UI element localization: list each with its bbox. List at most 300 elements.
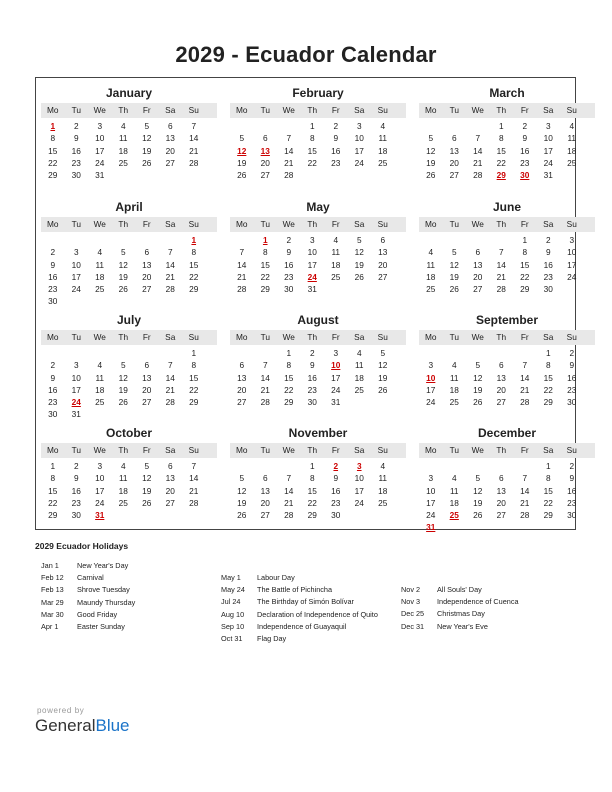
week-row (230, 396, 406, 408)
calendar-grid (35, 77, 577, 533)
holiday-date: May 24 (221, 585, 245, 595)
empty-cell (112, 295, 136, 307)
month-name: August (297, 313, 339, 327)
empty-cell (88, 347, 112, 359)
day-cell: 26 (354, 271, 364, 282)
weekday-label: Sa (354, 105, 365, 115)
day-cell: 7 (167, 247, 173, 258)
weekday-label: Mo (424, 105, 437, 115)
week-row (230, 246, 406, 258)
day-cell: 2 (333, 461, 339, 471)
day-cell: 15 (543, 372, 553, 383)
empty-cell (371, 169, 395, 181)
weekday-label: We (282, 105, 295, 115)
day-cell: 16 (71, 145, 81, 156)
day-cell: 21 (189, 485, 199, 496)
day-cell: 12 (354, 247, 364, 258)
day-cell: 10 (567, 247, 577, 258)
day-cell: 18 (118, 145, 128, 156)
day-cell: 21 (237, 271, 247, 282)
day-cell: 7 (286, 133, 292, 144)
day-cell: 24 (71, 397, 81, 408)
weekday-header (230, 330, 406, 345)
day-cell: 25 (118, 157, 128, 168)
day-cell: 13 (260, 485, 270, 496)
holiday-name: Independence of Cuenca (437, 597, 519, 607)
weekday-label: Tu (71, 332, 81, 342)
empty-cell (348, 283, 372, 295)
month-name: January (105, 86, 153, 100)
holiday-column (221, 572, 378, 645)
empty-cell (65, 295, 89, 307)
day-cell: 6 (144, 360, 150, 371)
month-name: June (492, 200, 521, 214)
day-cell: 14 (189, 473, 199, 484)
day-cell: 17 (354, 145, 364, 156)
weekday-label: We (282, 445, 295, 455)
day-cell: 11 (95, 259, 105, 270)
week-row (230, 259, 406, 271)
month-name: April (115, 200, 143, 214)
day-cell: 4 (333, 235, 339, 245)
empty-cell (112, 509, 136, 521)
day-cell: 4 (380, 121, 386, 131)
weekday-header (41, 103, 217, 118)
weekday-label: We (471, 445, 484, 455)
weekday-label: Th (496, 445, 507, 455)
holiday-name: Easter Sunday (77, 621, 125, 631)
day-cell: 19 (473, 384, 483, 395)
day-cell: 28 (237, 284, 247, 295)
day-cell: 2 (569, 461, 575, 471)
week-row (230, 132, 406, 144)
empty-cell (159, 295, 183, 307)
empty-cell (443, 460, 467, 472)
empty-cell (324, 169, 348, 181)
empty-cell (159, 169, 183, 181)
week-row (230, 234, 406, 246)
week-row (41, 408, 217, 420)
empty-cell (88, 295, 112, 307)
day-cell: 23 (331, 157, 341, 168)
day-cell: 14 (473, 145, 483, 156)
day-cell: 22 (284, 384, 294, 395)
day-cell: 18 (567, 145, 577, 156)
day-cell: 13 (142, 259, 152, 270)
day-cell: 18 (378, 145, 388, 156)
day-cell: 6 (144, 247, 150, 258)
day-cell: 7 (475, 133, 481, 144)
holiday-date: Mar 30 (41, 609, 64, 619)
empty-cell (254, 120, 278, 132)
day-grid (41, 460, 217, 521)
day-cell: 3 (356, 461, 362, 471)
day-cell: 16 (567, 485, 577, 496)
empty-cell (135, 234, 159, 246)
day-cell: 9 (569, 360, 575, 371)
day-cell: 1 (50, 121, 56, 131)
day-cell: 16 (307, 372, 317, 383)
weekday-label: We (471, 332, 484, 342)
week-row (41, 132, 217, 144)
holiday-item (221, 609, 378, 621)
day-cell: 2 (50, 360, 56, 371)
day-cell: 26 (473, 397, 483, 408)
day-cell: 10 (354, 133, 364, 144)
holiday-item (401, 621, 519, 633)
day-cell: 29 (520, 284, 530, 295)
weekday-label: We (93, 445, 106, 455)
holiday-date: Mar 29 (41, 597, 64, 607)
day-grid (230, 234, 406, 295)
day-cell: 23 (284, 271, 294, 282)
day-cell: 21 (520, 384, 530, 395)
day-cell: 24 (331, 384, 341, 395)
day-cell: 1 (262, 235, 268, 245)
day-cell: 28 (165, 397, 175, 408)
week-row (230, 497, 406, 509)
empty-cell (466, 521, 490, 533)
weekday-header (41, 217, 217, 232)
powered-by-text: powered by (37, 706, 85, 715)
day-cell: 24 (354, 157, 364, 168)
day-cell: 10 (95, 473, 105, 484)
day-cell: 4 (97, 247, 103, 258)
day-cell: 18 (449, 497, 459, 508)
empty-cell (135, 408, 159, 420)
brand-part1: General (35, 716, 96, 735)
day-cell: 25 (378, 497, 388, 508)
day-cell: 17 (354, 485, 364, 496)
week-row (41, 246, 217, 258)
day-cell: 19 (378, 372, 388, 383)
weekday-header (41, 443, 217, 458)
day-cell: 25 (567, 157, 577, 168)
weekday-label: Su (188, 332, 199, 342)
week-row (419, 132, 595, 144)
holiday-column (41, 560, 135, 633)
day-cell: 30 (284, 284, 294, 295)
holiday-column (401, 584, 519, 633)
day-cell: 14 (165, 372, 175, 383)
empty-cell (65, 234, 89, 246)
day-cell: 20 (260, 157, 270, 168)
day-cell: 29 (543, 510, 553, 521)
day-cell: 8 (545, 473, 551, 484)
day-cell: 14 (284, 145, 294, 156)
month-february (230, 81, 406, 194)
day-cell: 9 (569, 473, 575, 484)
day-cell: 8 (545, 360, 551, 371)
day-cell: 17 (71, 271, 81, 282)
week-row (419, 120, 595, 132)
day-cell: 9 (286, 247, 292, 258)
week-row (419, 145, 595, 157)
empty-cell (254, 347, 278, 359)
day-cell: 4 (356, 348, 362, 358)
day-cell: 20 (165, 485, 175, 496)
day-grid (419, 120, 595, 181)
weekday-label: Su (566, 332, 577, 342)
day-cell: 11 (118, 133, 128, 144)
weekday-label: Fr (331, 219, 340, 229)
day-cell: 4 (120, 461, 126, 471)
day-cell: 12 (378, 360, 388, 371)
holiday-name: The Birthday of Simón Bolívar (257, 597, 354, 607)
day-cell: 29 (189, 284, 199, 295)
day-cell: 31 (307, 284, 317, 295)
weekday-label: Fr (331, 105, 340, 115)
holiday-date: Apr 1 (41, 621, 59, 631)
empty-cell (443, 521, 467, 533)
weekday-label: Tu (260, 445, 270, 455)
weekday-label: Th (496, 105, 507, 115)
holiday-item (401, 596, 519, 608)
day-cell: 15 (307, 485, 317, 496)
day-cell: 28 (520, 510, 530, 521)
month-name: September (475, 313, 539, 327)
week-row (419, 485, 595, 497)
day-cell: 15 (284, 372, 294, 383)
empty-cell (254, 460, 278, 472)
day-cell: 9 (73, 133, 79, 144)
empty-cell (490, 521, 514, 533)
weekday-label: Fr (520, 332, 529, 342)
day-cell: 23 (71, 497, 81, 508)
day-cell: 10 (71, 372, 81, 383)
weekday-label: Tu (449, 105, 459, 115)
day-cell: 29 (543, 397, 553, 408)
empty-cell (513, 347, 537, 359)
day-cell: 17 (95, 485, 105, 496)
day-cell: 8 (50, 133, 56, 144)
day-cell: 25 (331, 271, 341, 282)
week-row (41, 234, 217, 246)
day-cell: 26 (118, 284, 128, 295)
day-cell: 12 (142, 133, 152, 144)
empty-cell (371, 509, 395, 521)
day-cell: 20 (142, 384, 152, 395)
day-cell: 20 (496, 384, 506, 395)
week-row (419, 246, 595, 258)
day-cell: 12 (118, 259, 128, 270)
generalblue-logo[interactable] (35, 716, 130, 736)
day-cell: 8 (309, 133, 315, 144)
weekday-label: Sa (354, 219, 365, 229)
week-row (419, 157, 595, 169)
weekday-label: Th (307, 332, 318, 342)
weekday-label: We (93, 332, 106, 342)
holiday-item (221, 633, 378, 645)
month-june (419, 195, 595, 308)
day-cell: 6 (167, 461, 173, 471)
day-cell: 31 (331, 397, 341, 408)
empty-cell (182, 509, 206, 521)
day-cell: 29 (48, 170, 58, 181)
day-cell: 19 (237, 157, 247, 168)
weekday-header (419, 217, 595, 232)
day-cell: 24 (307, 271, 317, 282)
empty-cell (230, 460, 254, 472)
day-cell: 2 (522, 121, 528, 131)
weekday-label: Sa (543, 105, 554, 115)
week-row (41, 460, 217, 472)
day-cell: 26 (142, 497, 152, 508)
day-cell: 27 (496, 397, 506, 408)
day-cell: 16 (543, 259, 553, 270)
week-row (41, 384, 217, 396)
empty-cell (443, 120, 467, 132)
day-cell: 6 (239, 360, 245, 371)
holiday-item (41, 560, 135, 572)
day-cell: 3 (356, 121, 362, 131)
holiday-name: Shrove Tuesday (77, 585, 130, 595)
holiday-item (41, 572, 135, 584)
day-cell: 4 (451, 360, 457, 371)
day-cell: 17 (543, 145, 553, 156)
weekday-label: Sa (165, 445, 176, 455)
weekday-header (419, 443, 595, 458)
week-row (41, 396, 217, 408)
weekday-label: Mo (235, 105, 248, 115)
weekday-label: Su (188, 445, 199, 455)
day-cell: 27 (142, 284, 152, 295)
day-cell: 27 (449, 170, 459, 181)
month-december (419, 421, 595, 534)
weekday-label: Mo (46, 332, 59, 342)
day-cell: 22 (189, 271, 199, 282)
day-cell: 19 (237, 497, 247, 508)
day-cell: 19 (426, 157, 436, 168)
empty-cell (348, 509, 372, 521)
month-september (419, 308, 595, 421)
day-cell: 21 (473, 157, 483, 168)
day-cell: 19 (142, 485, 152, 496)
holiday-name: Christmas Day (437, 609, 485, 619)
week-row (230, 485, 406, 497)
day-cell: 12 (426, 145, 436, 156)
holidays-title: 2029 Ecuador Holidays (35, 541, 129, 551)
weekday-label: Tu (449, 219, 459, 229)
empty-cell (88, 408, 112, 420)
day-cell: 9 (333, 133, 339, 144)
day-cell: 15 (189, 259, 199, 270)
day-cell: 21 (189, 145, 199, 156)
day-cell: 21 (284, 157, 294, 168)
week-row (41, 295, 217, 307)
day-cell: 23 (307, 384, 317, 395)
day-cell: 7 (286, 473, 292, 484)
weekday-label: Mo (424, 445, 437, 455)
empty-cell (560, 169, 584, 181)
week-row (230, 169, 406, 181)
weekday-label: Sa (165, 219, 176, 229)
day-cell: 24 (567, 271, 577, 282)
day-cell: 16 (567, 372, 577, 383)
day-cell: 13 (142, 372, 152, 383)
day-cell: 12 (473, 372, 483, 383)
weekday-label: Fr (520, 219, 529, 229)
day-cell: 9 (73, 473, 79, 484)
weekday-label: Fr (142, 219, 151, 229)
day-cell: 28 (473, 170, 483, 181)
day-cell: 17 (71, 384, 81, 395)
day-cell: 31 (95, 170, 105, 181)
holiday-date: May 1 (221, 573, 241, 582)
day-cell: 25 (426, 284, 436, 295)
day-cell: 20 (260, 497, 270, 508)
day-cell: 28 (284, 510, 294, 521)
day-cell: 23 (567, 384, 577, 395)
day-cell: 11 (118, 473, 128, 484)
day-cell: 6 (167, 121, 173, 131)
day-cell: 21 (165, 271, 175, 282)
day-cell: 11 (567, 133, 577, 144)
day-cell: 13 (449, 145, 459, 156)
holiday-name: New Year's Day (77, 561, 129, 570)
week-row (419, 234, 595, 246)
weekday-label: We (93, 105, 106, 115)
week-row (419, 372, 595, 384)
day-cell: 22 (48, 157, 58, 168)
day-cell: 10 (307, 247, 317, 258)
week-row (41, 359, 217, 371)
weekday-label: We (471, 219, 484, 229)
day-cell: 19 (449, 271, 459, 282)
day-cell: 13 (260, 145, 270, 156)
holiday-name: The Battle of Pichincha (257, 585, 333, 595)
day-cell: 15 (520, 259, 530, 270)
day-cell: 16 (48, 271, 58, 282)
day-cell: 12 (237, 485, 247, 496)
day-cell: 20 (496, 497, 506, 508)
week-row (419, 283, 595, 295)
day-cell: 7 (262, 360, 268, 371)
day-cell: 18 (118, 485, 128, 496)
day-cell: 30 (48, 296, 58, 307)
empty-cell (490, 460, 514, 472)
week-row (419, 169, 595, 181)
month-name: May (306, 200, 330, 214)
empty-cell (560, 283, 584, 295)
day-cell: 22 (189, 384, 199, 395)
day-cell: 5 (475, 473, 481, 484)
empty-cell (135, 347, 159, 359)
weekday-header (230, 217, 406, 232)
weekday-label: Fr (520, 105, 529, 115)
empty-cell (466, 460, 490, 472)
day-cell: 15 (307, 145, 317, 156)
day-cell: 17 (95, 145, 105, 156)
holiday-name: Flag Day (257, 633, 287, 643)
weekday-header (230, 103, 406, 118)
brand-part2: Blue (95, 716, 130, 735)
day-cell: 28 (189, 157, 199, 168)
day-cell: 19 (118, 384, 128, 395)
day-cell: 4 (380, 461, 386, 471)
holiday-item (401, 584, 519, 596)
weekday-label: Fr (142, 105, 151, 115)
day-cell: 23 (567, 497, 577, 508)
holiday-date: Feb 12 (41, 573, 64, 583)
day-cell: 26 (237, 170, 247, 181)
empty-cell (159, 509, 183, 521)
day-cell: 23 (543, 271, 553, 282)
month-name: October (105, 426, 152, 440)
day-cell: 30 (567, 510, 577, 521)
weekday-header (230, 443, 406, 458)
holiday-item (41, 621, 135, 633)
